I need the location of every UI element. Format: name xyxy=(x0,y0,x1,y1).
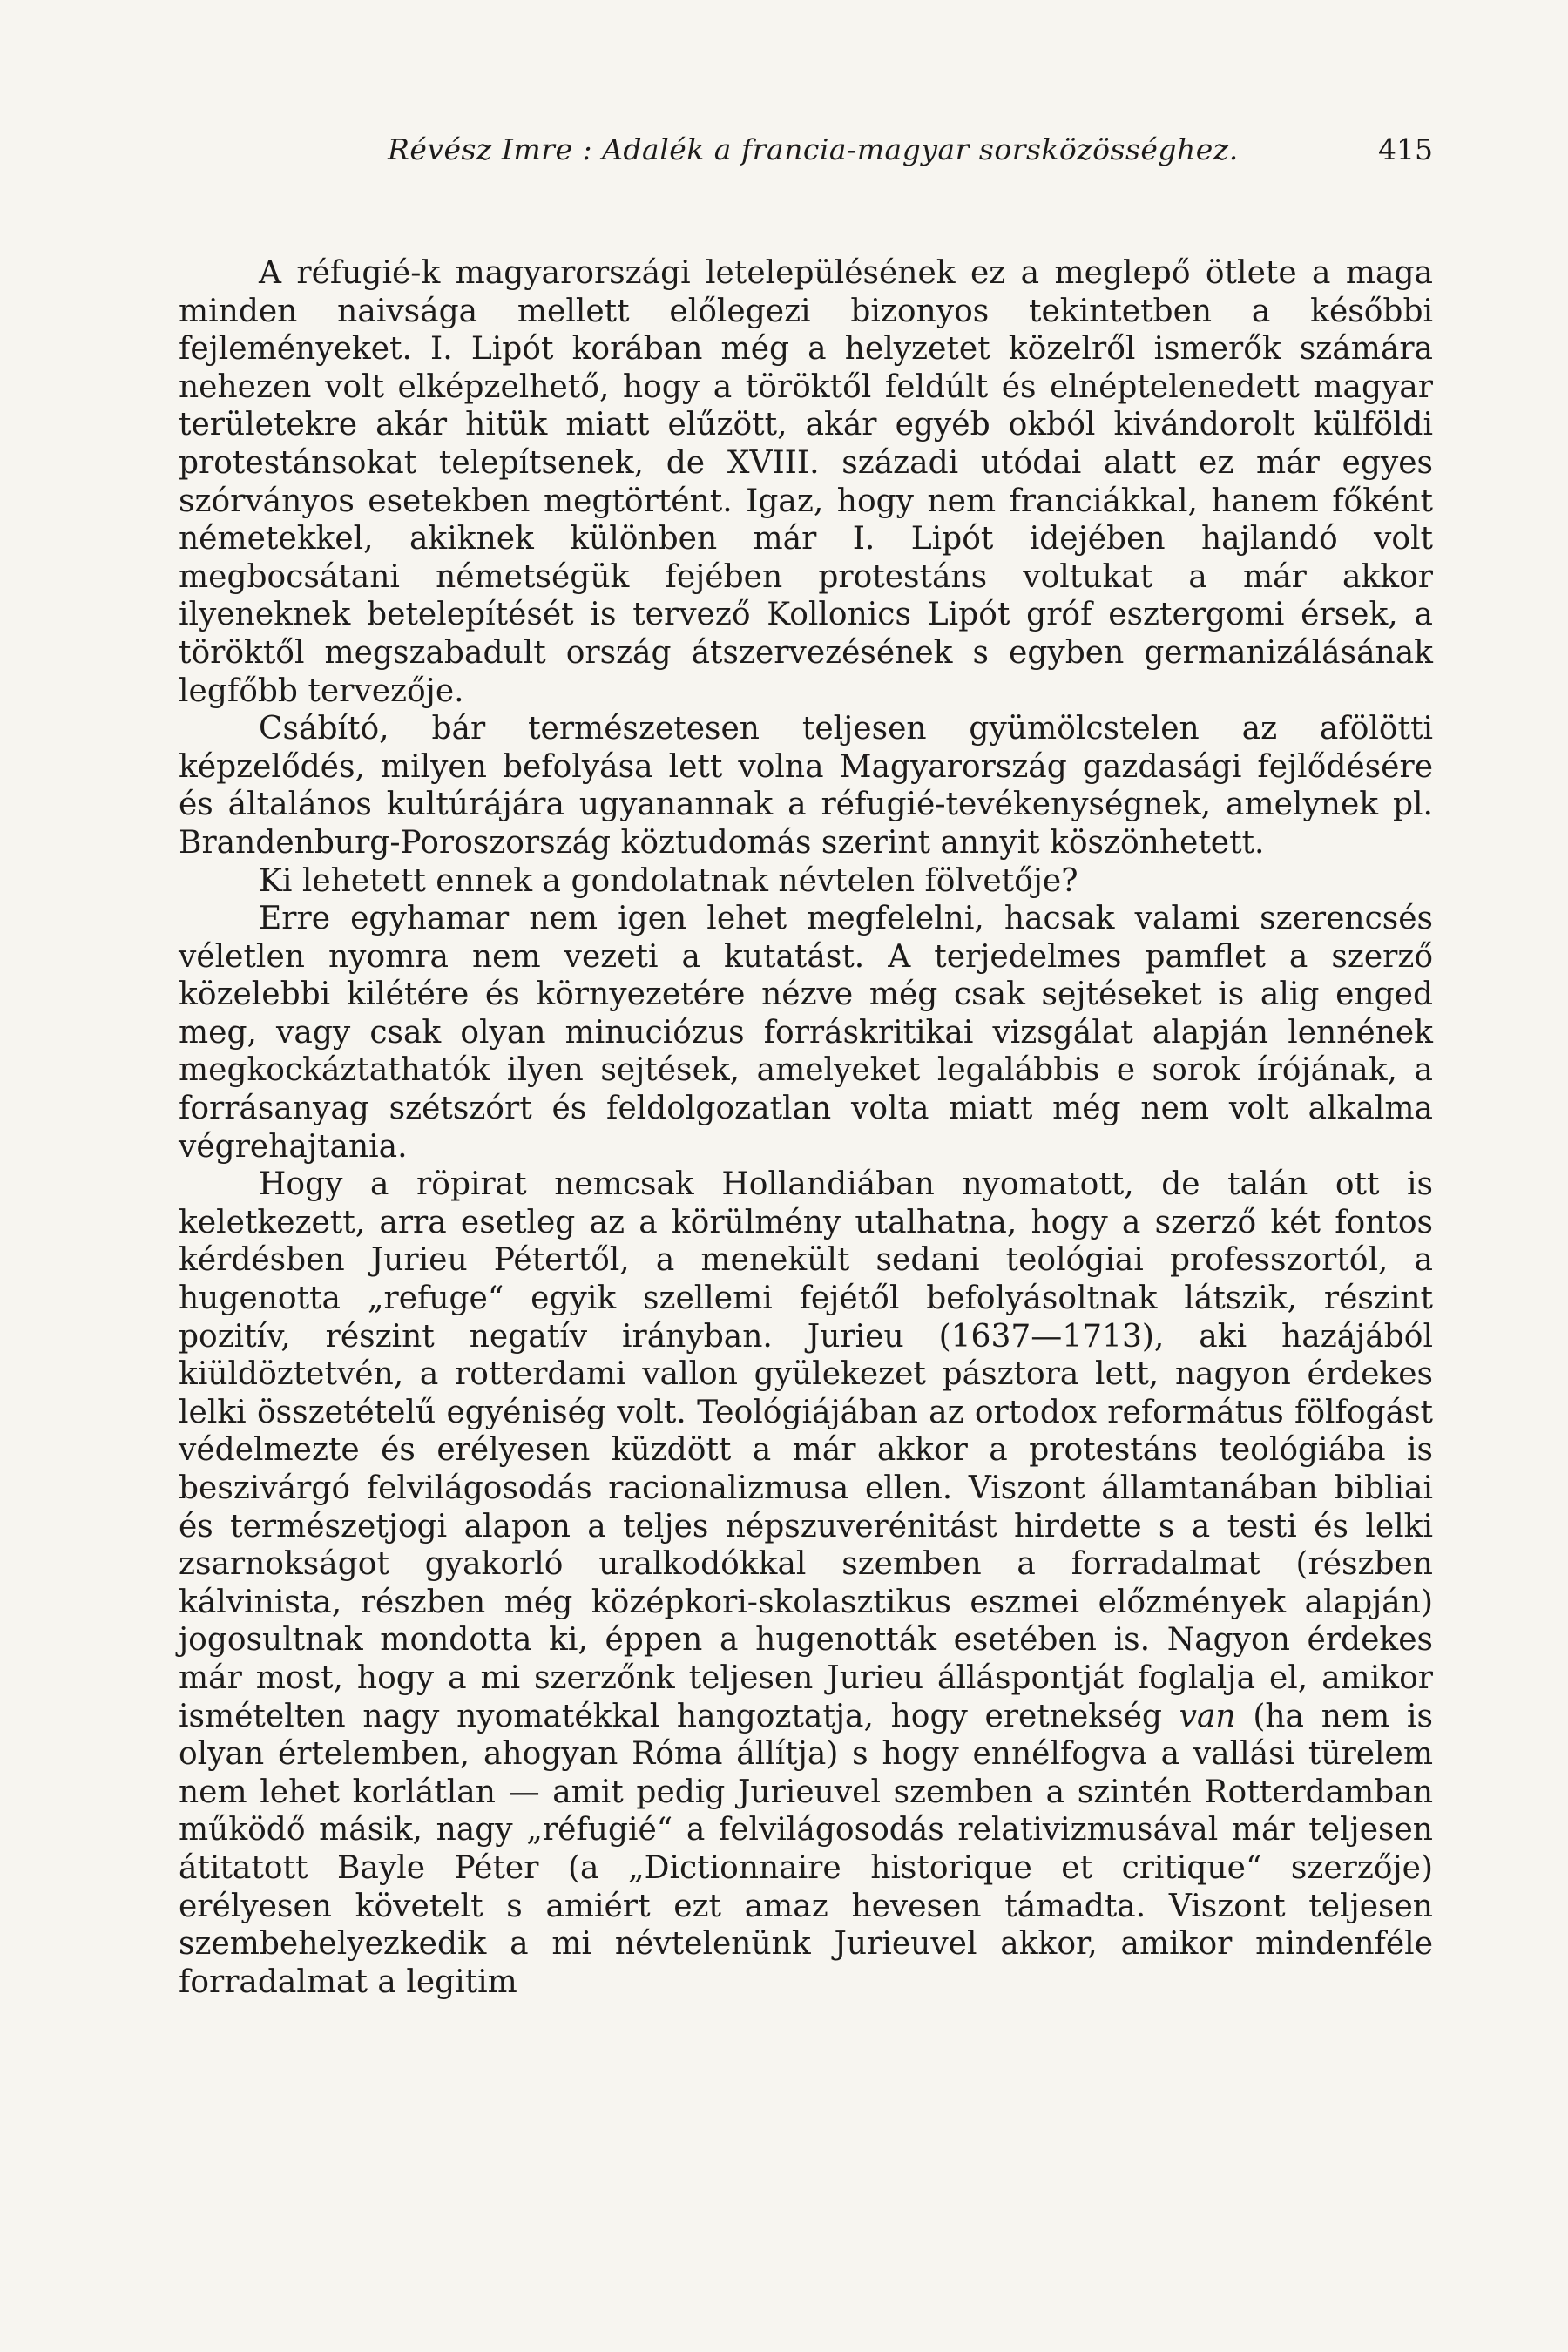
paragraph-2: Csábító, bár természetesen teljesen gyümölcstelen az afölötti képzelődés, milyen befolyása lett volna Magyarország gazdasági fejlődésére és általános kultúrájára ugyanannak a réfugié-tevékenységnek, amelynek pl. Brandenburg-Poroszország köztudomás szerint annyit köszönhetett. xyxy=(179,711,1433,861)
paragraph-4: Erre egyhamar nem igen lehet megfelelni, hacsak valami szerencsés véletlen nyomra nem vezeti a kutatást. A terjedelmes pamflet a szerző közelebbi kilétére és környezetére nézve még csak sejtéseket is alig enged meg, vagy csak olyan minuciózus forráskritikai vizsgálat alapján lennének megkockáztathatók ilyen sejtések, amelyeket legalábbis e sorok írójának, a forrásanyag szétszórt és feldolgozatlan volta miatt még nem volt alkalma végrehajtania. xyxy=(179,901,1433,1165)
running-title: Révész Imre : Adalék a francia-magyar sorsközösséghez. xyxy=(388,132,1239,166)
page-number: 415 xyxy=(1378,132,1433,166)
body-text xyxy=(179,254,1433,2001)
paragraph-5 xyxy=(179,1166,1433,2001)
paragraph-3: Ki lehetett ennek a gondolatnak névtelen fölvetője? xyxy=(259,862,1078,899)
paragraph-5-part-2: (ha nem is olyan értelemben, ahogyan Róma állítja) s hogy ennélfogva a vallási türelem nem lehet korlátlan — amit pedig Jurieuvel szemben a szintén Rotterdamban működő másik, nagy „réfugié“ a felvilágosodás relativizmusával már teljesen átitatott Bayle Péter (a „Dictionnaire historique et critique“ szerzője) erélyesen követelt s amiért ezt amaz hevesen támadta. Viszont teljesen szembehelyezkedik a mi névtelenünk Jurieuvel akkor, amikor mindenféle forradalmat a legitim xyxy=(179,1698,1433,2000)
italic-emphasis: van xyxy=(1179,1698,1236,1734)
page-header xyxy=(179,132,1433,178)
paragraph-1: A réfugié-k magyarországi letelepülésének ez a meglepő ötlete a maga minden naivsága mellett előlegezi bizonyos tekintetben a későbbi fejleményeket. I. Lipót korában még a helyzetet közelről ismerők számára nehezen volt elképzelhető, hogy a töröktől feldúlt és elnéptelenedett magyar területekre akár hitük miatt elűzött, akár egyéb okból kivándorolt külföldi protestánsokat telepítsenek, de XVIII. századi utódai alatt ez már egyes szórványos esetekben megtörtént. Igaz, hogy nem franciákkal, hanem főként németekkel, akiknek különben már I. Lipót idejében hajlandó volt megbocsátani németségük fejében protestáns voltukat a már akkor ilyeneknek betelepítését is tervező Kollonics Lipót gróf esztergomi érsek, a töröktől megszabadult ország átszervezésének s egyben germanizálásának legfőbb tervezője. xyxy=(179,255,1433,709)
paragraph-5-part-1: Hogy a röpirat nemcsak Hollandiában nyomatott, de talán ott is keletkezett, arra esetleg az a körülmény utalhatna, hogy a szerző két fontos kérdésben Jurieu Pétertől, a menekült sedani teológiai professzortól, a hugenotta „refuge“ egyik szellemi fejétől befolyásoltnak látszik, részint pozitív, részint negatív irányban. Jurieu (1637—1713), aki hazájából kiüldöztetvén, a rotterdami vallon gyülekezet pásztora lett, nagyon érdekes lelki összetételű egyéniség volt. Teológiájában az ortodox református fölfogást védelmezte és erélyesen küzdött a már akkor a protestáns teológiába is beszivárgó felvilágosodás racionalizmusa ellen. Viszont államtanában bibliai és természetjogi alapon a teljes népszuverénitást hirdette s a testi és lelki zsarnokságot gyakorló uralkodókkal szemben a forradalmat (részben kálvinista, részben még középkori-skolasztikus eszmei előzmények alapján) jogosultnak mondotta ki, éppen a hugenották esetében is. Nagyon érdekes már most, hogy a mi szerzőnk teljesen Jurieu álláspontját foglalja el, amikor ismételten nagy nyomatékkal hangoztatja, hogy eretnekség xyxy=(179,1166,1433,1734)
